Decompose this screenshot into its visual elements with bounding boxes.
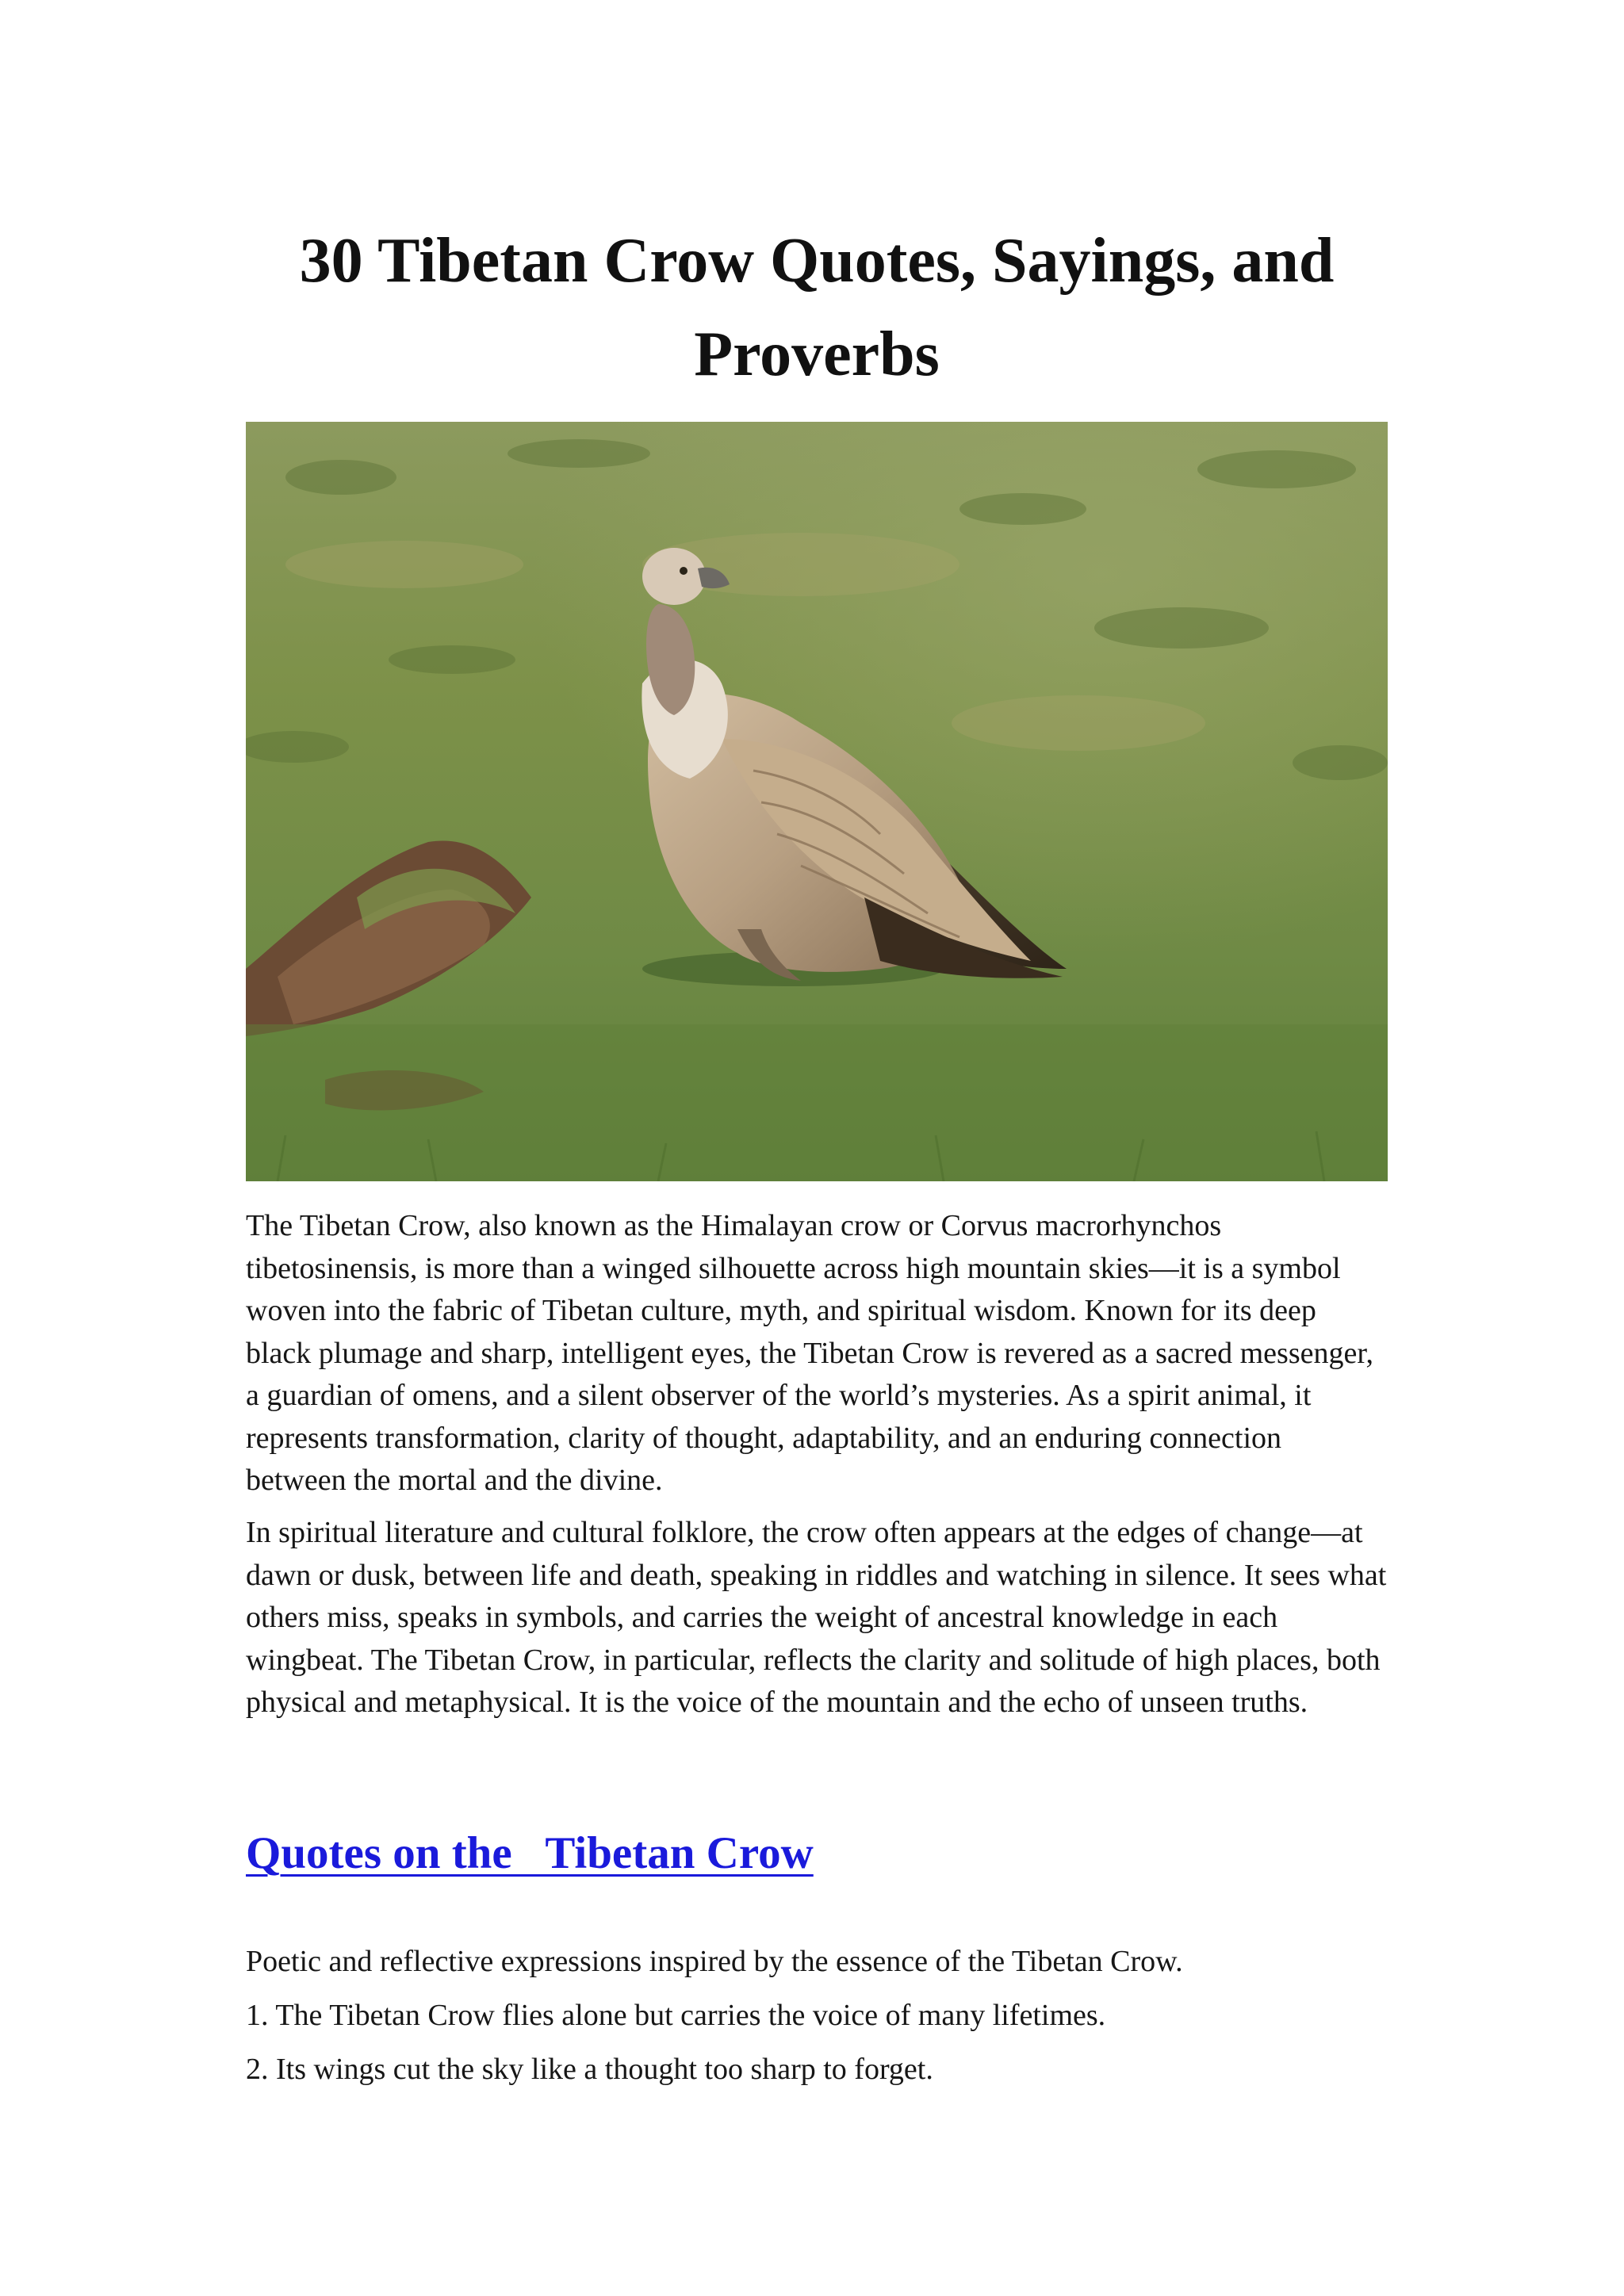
intro-paragraph: The Tibetan Crow, also known as the Himalayan crow or Corvus macrorhynchos tibetosinensis, is more than a winged silhouette across high mountain skies—it is a symbol woven into the fabric of Tibetan culture, myth, and spiritual wisdom. Known for its deep black plumage and sharp, intelligent eyes, the Tibetan Crow is revered as a sacred messenger, a guardian of omens, and a silent observer of the world’s mysteries. As a spirit animal, it represents transformation, clarity of thought, adaptability, and an enduring connection between the mortal and the divine. — [246, 1209, 1373, 1497]
quotes-section-heading-link[interactable]: Quotes on the Tibetan Crow — [246, 1828, 814, 1878]
vulture-photo — [246, 422, 1388, 1181]
folklore-paragraph: In spiritual literature and cultural folklore, the crow often appears at the edges of change—at dawn or dusk, between life and death, speaking in riddles and watching in silence. It sees what others miss, speaks in symbols, and carries the weight of ancestral knowledge in each wingbeat. The Tibetan Crow, in particular, reflects the clarity and solitude of high places, both physical and metaphysical. It is the voice of the mountain and the echo of unseen truths. — [246, 1516, 1387, 1719]
quote-item: 1. The Tibetan Crow flies alone but carries the voice of many lifetimes. — [246, 1999, 1106, 2032]
page-title: 30 Tibetan Crow Quotes, Sayings, and Proverbs — [299, 226, 1335, 389]
section-intro-text: Poetic and reflective expressions inspired by the essence of the Tibetan Crow. — [246, 1945, 1183, 1978]
quote-item: 2. Its wings cut the sky like a thought too sharp to forget. — [246, 2053, 933, 2086]
